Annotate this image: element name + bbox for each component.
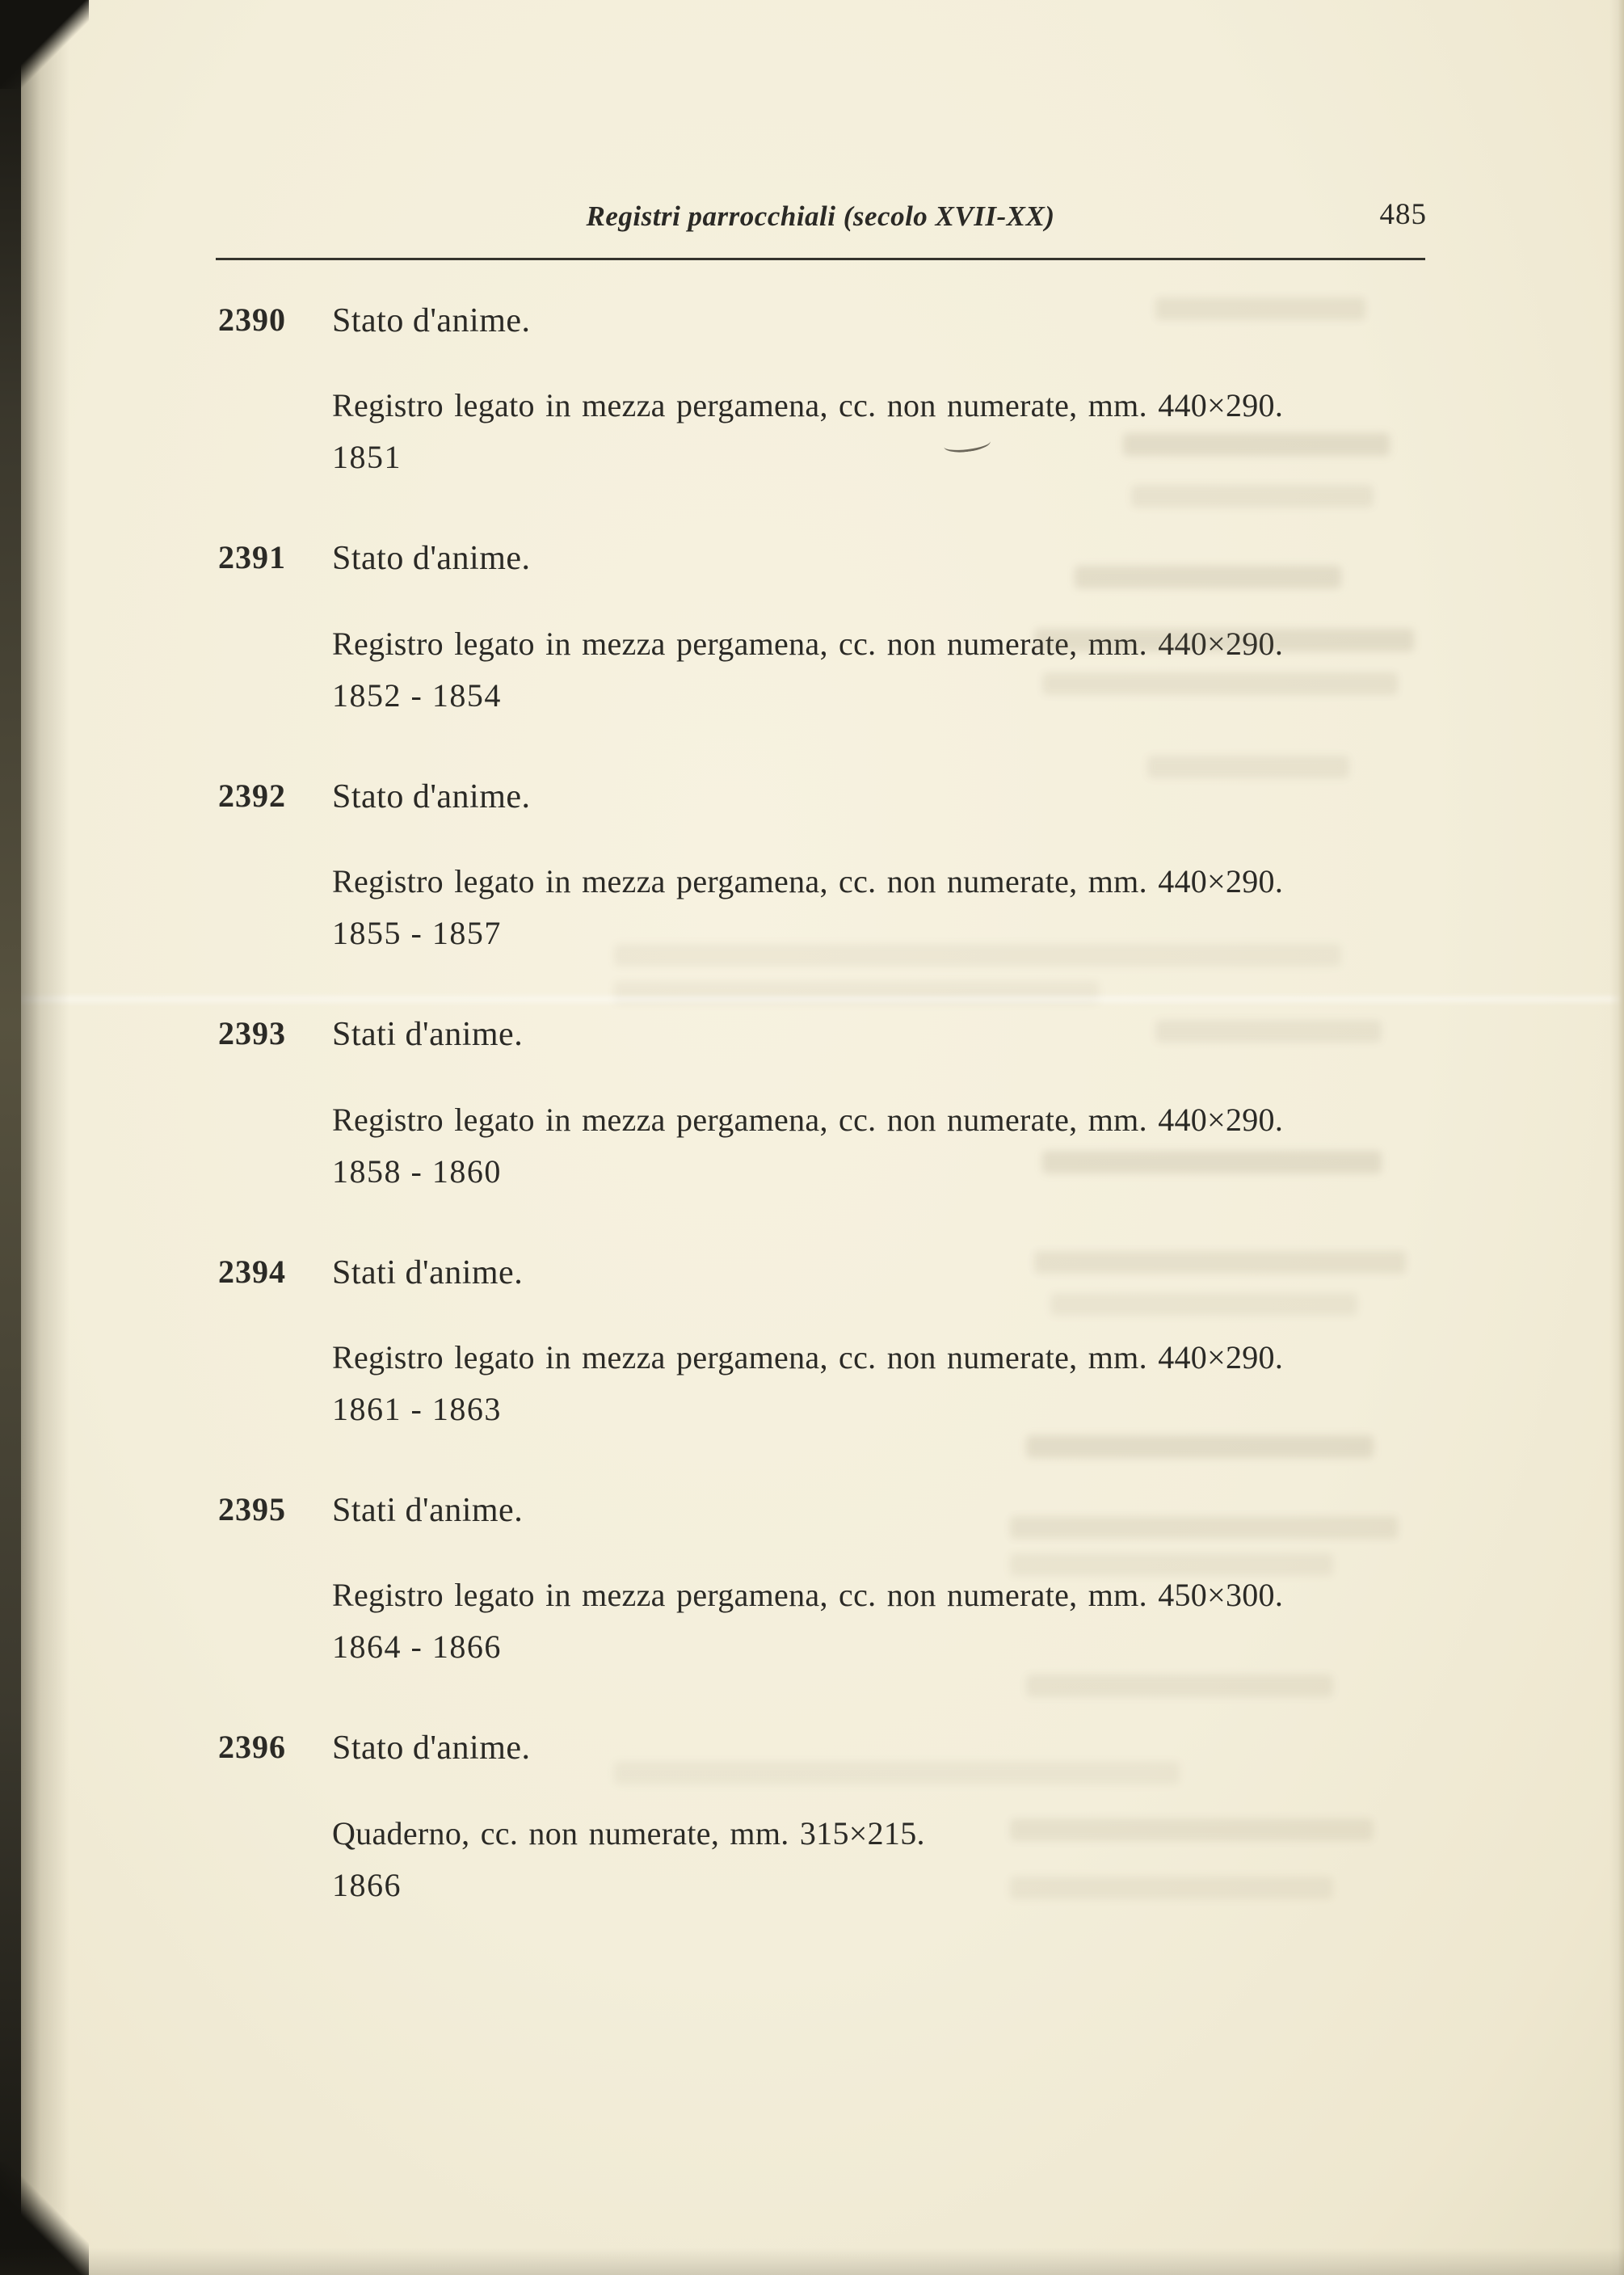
entry-dates: 1858 - 1860 xyxy=(332,1152,502,1190)
bleed-through-mark xyxy=(1155,1020,1382,1043)
entry-description: Registro legato in mezza pergamena, cc. non numerate, mm. 440×290. xyxy=(332,1101,1284,1138)
entry-title: Stato d'anime. xyxy=(332,777,531,815)
entry-title: Stato d'anime. xyxy=(332,302,531,339)
entry-list xyxy=(218,301,1454,1966)
entry-description: Quaderno, cc. non numerate, mm. 315×215. xyxy=(332,1814,925,1852)
entry-title: Stati d'anime. xyxy=(332,1016,524,1054)
entry-dates: 1864 - 1866 xyxy=(332,1628,502,1666)
catalogue-entry xyxy=(218,1253,1454,1429)
bleed-through-mark xyxy=(1123,433,1390,456)
entry-dates: 1851 xyxy=(332,439,402,476)
catalogue-entry xyxy=(218,777,1454,953)
page-number: 485 xyxy=(1379,198,1427,231)
entry-number: 2391 xyxy=(218,539,286,576)
entry-dates: 1866 xyxy=(332,1866,402,1903)
entry-number: 2393 xyxy=(218,1015,286,1052)
entry-description: Registro legato in mezza pergamena, cc. non numerate, mm. 440×290. xyxy=(332,625,1284,662)
bleed-through-mark xyxy=(614,944,1341,967)
binding-edge xyxy=(0,0,21,2275)
bleed-through-mark xyxy=(1131,485,1374,508)
running-header-title: Registri parrocchiali (secolo XVII-XX) xyxy=(586,200,1055,232)
entry-description: Registro legato in mezza pergamena, cc. non numerate, mm. 440×290. xyxy=(332,1338,1284,1376)
bleed-through-mark xyxy=(1042,1151,1382,1173)
page-crease xyxy=(0,996,1624,1003)
scan-corner-shadow xyxy=(0,0,89,89)
entry-dates: 1852 - 1854 xyxy=(332,676,502,714)
entry-dates: 1861 - 1863 xyxy=(332,1390,502,1427)
entry-body xyxy=(332,777,1454,953)
entry-description: Registro legato in mezza pergamena, cc. non numerate, mm. 440×290. xyxy=(332,863,1284,900)
bleed-through-mark xyxy=(1026,1675,1333,1697)
bleed-through-mark xyxy=(1034,1251,1406,1274)
page-edge-right xyxy=(1609,0,1624,2275)
header-rule xyxy=(216,258,1425,260)
entry-number: 2390 xyxy=(218,301,286,338)
entry-description: Registro legato in mezza pergamena, cc. non numerate, mm. 450×300. xyxy=(332,1577,1284,1614)
bleed-through-mark xyxy=(614,1762,1180,1784)
entry-number: 2396 xyxy=(218,1729,286,1766)
entry-title: Stato d'anime. xyxy=(332,540,531,578)
page-edge-bottom xyxy=(0,2248,1624,2275)
binding-shadow xyxy=(21,0,69,2275)
entry-number: 2394 xyxy=(218,1253,286,1290)
entry-dates: 1855 - 1857 xyxy=(332,915,502,952)
bleed-through-mark xyxy=(1010,1818,1374,1841)
bleed-through-mark xyxy=(1010,1877,1333,1899)
bleed-through-mark xyxy=(1034,629,1414,651)
entry-number: 2395 xyxy=(218,1490,286,1527)
entry-title: Stati d'anime. xyxy=(332,1491,524,1529)
entry-body xyxy=(332,1253,1454,1429)
entry-title: Stati d'anime. xyxy=(332,1253,524,1291)
bleed-through-mark xyxy=(1042,672,1398,695)
bleed-through-mark xyxy=(1155,297,1365,320)
bleed-through-mark xyxy=(1010,1516,1398,1539)
bleed-through-mark xyxy=(1147,756,1349,778)
bleed-through-mark xyxy=(1026,1435,1374,1458)
bleed-through-mark xyxy=(1050,1293,1357,1316)
bleed-through-mark xyxy=(1010,1553,1333,1576)
entry-title: Stato d'anime. xyxy=(332,1729,531,1767)
bleed-through-mark xyxy=(1075,566,1341,588)
entry-number: 2392 xyxy=(218,777,286,814)
entry-description: Registro legato in mezza pergamena, cc. non numerate, mm. 440×290. xyxy=(332,387,1284,424)
